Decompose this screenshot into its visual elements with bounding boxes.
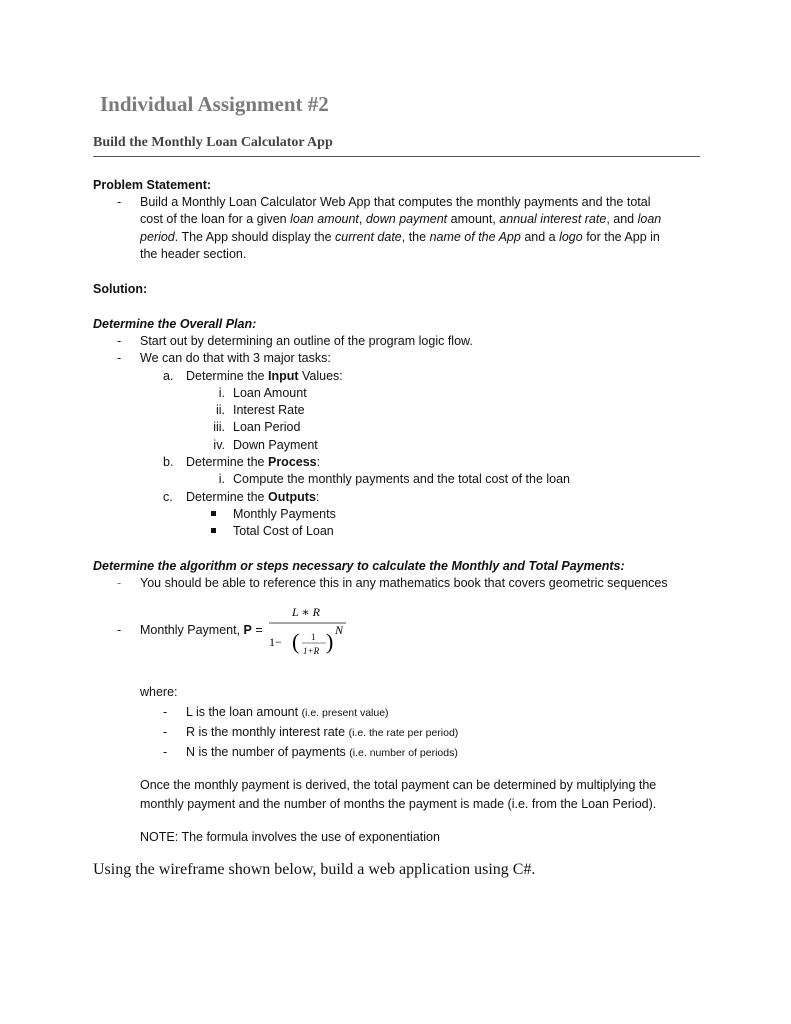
output-item: Monthly Payments bbox=[233, 507, 336, 521]
process-marker: i. bbox=[218, 472, 225, 486]
problem-line-2: cost of the loan for a given loan amount, down payment amount, annual interest rate, and loan bbox=[140, 212, 662, 226]
monthly-payment-formula bbox=[268, 604, 358, 658]
plan-heading: Determine the Overall Plan: bbox=[93, 317, 257, 331]
problem-dash: - bbox=[117, 195, 122, 209]
task-c: Determine the Outputs: bbox=[186, 490, 320, 504]
input-item: Loan Period bbox=[233, 420, 301, 434]
algorithm-dash: - bbox=[117, 576, 122, 590]
document-subtitle: Build the Monthly Loan Calculator App bbox=[93, 135, 333, 150]
def-dash: - bbox=[163, 705, 168, 719]
total-payment-para-2: monthly payment and the number of months the payment is made (i.e. from the Loan Period). bbox=[140, 797, 657, 811]
solution-heading: Solution: bbox=[93, 282, 148, 296]
problem-line-1: Build a Monthly Loan Calculator Web App that computes the monthly payments and the total bbox=[140, 195, 651, 209]
formula-exponent: N bbox=[335, 623, 344, 637]
document-title: Individual Assignment #2 bbox=[100, 92, 329, 116]
header-rule bbox=[93, 156, 700, 157]
input-marker: iv. bbox=[213, 438, 225, 452]
formula-inner-denominator: 1+R bbox=[303, 646, 320, 656]
formula-right-paren: ) bbox=[326, 629, 334, 654]
algorithm-heading: Determine the algorithm or steps necessary to calculate the Monthly and Total Payments: bbox=[93, 559, 625, 573]
formula-one: 1− bbox=[269, 635, 282, 649]
input-item: Down Payment bbox=[233, 438, 318, 452]
problem-line-3: period. The App should display the current date, the name of the App and a logo for the App in bbox=[140, 230, 660, 244]
formula-numerator: L ∗ R bbox=[292, 605, 320, 619]
plan-bullet-1: Start out by determining an outline of the program logic flow. bbox=[140, 334, 473, 348]
plan-dash-2: - bbox=[117, 351, 122, 365]
input-marker: iii. bbox=[213, 420, 225, 434]
task-c-marker: c. bbox=[163, 490, 173, 504]
formula-inner-numerator: 1 bbox=[311, 632, 316, 642]
wireframe-instruction: Using the wireframe shown below, build a web application using C#. bbox=[93, 861, 536, 878]
square-bullet-icon bbox=[211, 511, 216, 516]
definition-item: L is the loan amount (i.e. present value) bbox=[186, 705, 389, 719]
problem-heading: Problem Statement: bbox=[93, 178, 212, 192]
input-marker: ii. bbox=[215, 403, 225, 417]
plan-dash-1: - bbox=[117, 334, 122, 348]
definition-item: R is the monthly interest rate (i.e. the rate per period) bbox=[186, 725, 459, 739]
plan-bullet-2: We can do that with 3 major tasks: bbox=[140, 351, 331, 365]
task-b: Determine the Process: bbox=[186, 455, 321, 469]
algorithm-bullet-1: You should be able to reference this in any mathematics book that covers geometric sequences bbox=[140, 576, 668, 590]
formula-label: Monthly Payment, P = bbox=[140, 623, 263, 637]
total-payment-para-1: Once the monthly payment is derived, the total payment can be determined by multiplying the bbox=[140, 778, 657, 792]
def-dash: - bbox=[163, 745, 168, 759]
process-item: Compute the monthly payments and the total cost of the loan bbox=[233, 472, 571, 486]
task-b-marker: b. bbox=[163, 455, 174, 469]
formula-dash: - bbox=[117, 623, 122, 637]
formula-left-paren: ( bbox=[292, 629, 300, 654]
exponentiation-note: NOTE: The formula involves the use of exponentiation bbox=[140, 830, 440, 844]
problem-line-4: the header section. bbox=[140, 247, 247, 261]
definition-item: N is the number of payments (i.e. number of periods) bbox=[186, 745, 458, 759]
input-item: Interest Rate bbox=[233, 403, 305, 417]
output-item: Total Cost of Loan bbox=[233, 524, 334, 538]
square-bullet-icon bbox=[211, 528, 216, 533]
task-a: Determine the Input Values: bbox=[186, 369, 343, 383]
where-label: where: bbox=[140, 685, 178, 699]
input-item: Loan Amount bbox=[233, 386, 307, 400]
def-dash: - bbox=[163, 725, 168, 739]
task-a-marker: a. bbox=[163, 369, 174, 383]
input-marker: i. bbox=[218, 386, 225, 400]
